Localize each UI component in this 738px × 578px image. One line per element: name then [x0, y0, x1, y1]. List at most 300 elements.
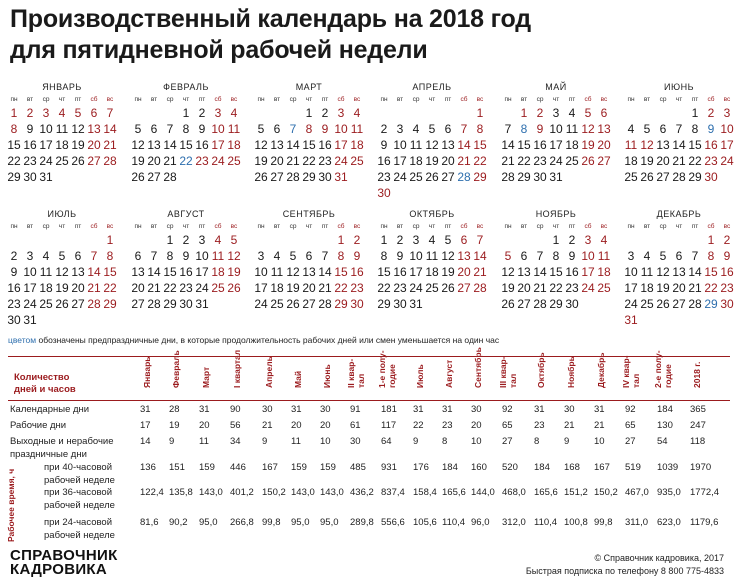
- weekday-label: вс: [230, 223, 238, 230]
- day-cell: 24: [409, 281, 423, 295]
- day-cell: 10: [409, 249, 423, 263]
- day-cell: 1: [337, 233, 345, 247]
- day-cell: 20: [71, 281, 85, 295]
- weekday-label: пт: [198, 223, 206, 230]
- month-7: [6, 207, 118, 328]
- day-cell: 7: [675, 122, 683, 136]
- weekday-label: ср: [166, 223, 174, 230]
- table-cell: 266,8: [230, 517, 254, 528]
- day-cell: 5: [444, 233, 452, 247]
- table-cell: 64: [381, 436, 392, 447]
- weekday-label: пт: [444, 223, 452, 230]
- table-cell: 117: [381, 420, 397, 431]
- month-2: [130, 80, 242, 185]
- day-cell: 2: [321, 106, 329, 120]
- day-cell: 23: [720, 281, 734, 295]
- column-header: IV квар- тал: [621, 355, 641, 388]
- day-cell: 22: [704, 281, 718, 295]
- weekday-label: чт: [305, 96, 313, 103]
- day-cell: 7: [289, 122, 297, 136]
- day-cell: 15: [377, 265, 391, 279]
- table-cell: 20: [291, 420, 302, 431]
- table-cell: 20: [320, 420, 331, 431]
- day-cell: 9: [568, 249, 576, 263]
- day-cell: 14: [457, 138, 471, 152]
- day-cell: 28: [672, 170, 686, 184]
- day-cell: 26: [55, 297, 69, 311]
- day-cell: 8: [380, 249, 388, 263]
- day-cell: 19: [227, 265, 241, 279]
- table-cell: 21: [564, 420, 575, 431]
- weekday-label: ср: [536, 223, 544, 230]
- day-cell: 6: [90, 106, 98, 120]
- day-cell: 15: [302, 138, 316, 152]
- table-cell: 247: [690, 420, 706, 431]
- table-cell: 8: [534, 436, 540, 447]
- table-cell: 95,0: [199, 517, 218, 528]
- weekday-label: ср: [42, 96, 50, 103]
- day-cell: 16: [318, 138, 332, 152]
- empty-cell: [301, 232, 317, 248]
- weekday-label: пн: [134, 223, 142, 230]
- title-line-1: Производственный календарь на 2018 год: [10, 5, 531, 33]
- day-cell: 23: [393, 281, 407, 295]
- table-cell: 9: [262, 436, 268, 447]
- table-cell: 311,0: [625, 517, 649, 528]
- day-cell: 29: [473, 170, 487, 184]
- weekday-label: пт: [691, 96, 699, 103]
- table-cell: 61: [350, 420, 361, 431]
- table-cell: 31: [291, 404, 302, 415]
- day-cell: 7: [321, 249, 329, 263]
- weekday-label: чт: [428, 223, 436, 230]
- day-cell: 7: [691, 249, 699, 263]
- empty-cell: [671, 232, 687, 248]
- day-cell: 12: [441, 249, 455, 263]
- day-cell: 15: [179, 138, 193, 152]
- weekday-label: чт: [552, 223, 560, 230]
- day-cell: 12: [640, 138, 654, 152]
- day-cell: 9: [198, 122, 206, 136]
- weekday-label: ср: [412, 96, 420, 103]
- day-cell: 22: [334, 281, 348, 295]
- empty-cell: [70, 232, 86, 248]
- table-cell: 160: [471, 462, 487, 473]
- table-cell: 20: [199, 420, 210, 431]
- weekday-label: вс: [600, 223, 608, 230]
- day-cell: 15: [473, 138, 487, 152]
- table-cell: 365: [690, 404, 706, 415]
- weekday-label: чт: [675, 223, 683, 230]
- day-cell: 12: [55, 265, 69, 279]
- day-cell: 25: [597, 281, 611, 295]
- day-cell: 5: [643, 122, 651, 136]
- table-cell: 446: [230, 462, 246, 473]
- empty-cell: [146, 105, 162, 121]
- day-cell: 4: [643, 249, 651, 263]
- table-cell: 31: [442, 404, 453, 415]
- table-cell: 143,0: [291, 487, 315, 498]
- table-header-label: [14, 372, 76, 396]
- month-days: [376, 221, 488, 312]
- day-cell: 26: [227, 281, 241, 295]
- weekday-label: ср: [166, 96, 174, 103]
- column-header: 1-е полу- годие: [377, 350, 397, 388]
- day-cell: 1: [182, 106, 190, 120]
- day-cell: 12: [501, 265, 515, 279]
- weekday-label: ср: [659, 223, 667, 230]
- day-cell: 14: [87, 265, 101, 279]
- day-cell: 12: [581, 122, 595, 136]
- day-cell: 26: [656, 297, 670, 311]
- day-cell: 20: [131, 281, 145, 295]
- table-cell: 168: [564, 462, 580, 473]
- day-cell: 31: [39, 170, 53, 184]
- day-cell: 7: [90, 249, 98, 263]
- weekday-label: сб: [90, 223, 98, 230]
- row-label: при 36-часовой рабочей неделе: [44, 487, 115, 511]
- day-cell: 4: [568, 106, 576, 120]
- day-cell: 29: [334, 297, 348, 311]
- day-cell: 24: [720, 154, 734, 168]
- table-cell: 65: [502, 420, 513, 431]
- weekday-label: сб: [214, 96, 222, 103]
- empty-cell: [623, 232, 639, 248]
- table-cell: 556,6: [381, 517, 405, 528]
- day-cell: 26: [286, 297, 300, 311]
- row-label: Календарные дни: [10, 404, 90, 415]
- day-cell: 8: [10, 122, 18, 136]
- month-days: [253, 221, 365, 312]
- day-cell: 17: [39, 138, 53, 152]
- table-cell: 23: [442, 420, 453, 431]
- column-header: III квар- тал: [498, 356, 518, 388]
- day-cell: 28: [163, 170, 177, 184]
- table-cell: 110,4: [442, 517, 466, 528]
- table-cell: 11: [199, 436, 209, 447]
- day-cell: 20: [302, 281, 316, 295]
- day-cell: 24: [549, 154, 563, 168]
- day-cell: 29: [302, 170, 316, 184]
- day-cell: 25: [270, 297, 284, 311]
- table-cell: 105,6: [413, 517, 437, 528]
- table-cell: 312,0: [502, 517, 526, 528]
- table-cell: 167: [262, 462, 278, 473]
- weekday-label: пн: [134, 96, 142, 103]
- day-cell: 10: [195, 249, 209, 263]
- day-cell: 20: [147, 154, 161, 168]
- weekday-label: ср: [659, 96, 667, 103]
- day-cell: 1: [166, 233, 174, 247]
- column-header: I квартал: [232, 349, 242, 388]
- weekday-label: сб: [460, 96, 468, 103]
- day-cell: 9: [723, 249, 731, 263]
- day-cell: 26: [441, 281, 455, 295]
- day-cell: 19: [55, 281, 69, 295]
- empty-cell: [269, 232, 285, 248]
- day-cell: 11: [640, 265, 654, 279]
- table-cell: 8: [442, 436, 448, 447]
- table-cell: 27: [625, 436, 636, 447]
- month-days: [6, 94, 118, 185]
- day-cell: 4: [230, 106, 238, 120]
- day-cell: 5: [74, 106, 82, 120]
- day-cell: 29: [688, 170, 702, 184]
- day-cell: 17: [581, 265, 595, 279]
- day-cell: 24: [195, 281, 209, 295]
- table-cell: 30: [320, 404, 331, 415]
- day-cell: 23: [350, 281, 364, 295]
- weekday-label: сб: [337, 96, 345, 103]
- weekday-label: чт: [58, 223, 66, 230]
- day-cell: 27: [270, 170, 284, 184]
- weekday-label: ср: [289, 96, 297, 103]
- day-cell: 6: [460, 233, 468, 247]
- empty-cell: [285, 105, 301, 121]
- day-cell: 10: [549, 122, 563, 136]
- side-label: Рабочее время, ч: [6, 468, 16, 542]
- day-cell: 28: [533, 297, 547, 311]
- table-cell: 90: [230, 404, 241, 415]
- weekday-label: пн: [627, 223, 635, 230]
- day-cell: 6: [659, 122, 667, 136]
- column-header: II квар- тал: [346, 358, 366, 388]
- day-cell: 13: [302, 265, 316, 279]
- weekday-label: чт: [305, 223, 313, 230]
- month-9: [253, 207, 365, 312]
- empty-cell: [655, 232, 671, 248]
- day-cell: 1: [305, 106, 313, 120]
- table-cell: 159: [199, 462, 215, 473]
- month-5: [500, 80, 612, 185]
- day-cell: 22: [377, 281, 391, 295]
- day-cell: 3: [584, 233, 592, 247]
- day-cell: 13: [131, 265, 145, 279]
- day-cell: 21: [501, 154, 515, 168]
- day-cell: 7: [504, 122, 512, 136]
- table-cell: 54: [657, 436, 668, 447]
- weekday-label: вс: [476, 223, 484, 230]
- column-header: 2-е полу- годие: [653, 350, 673, 388]
- month-days: [130, 94, 242, 185]
- weekday-label: вс: [723, 96, 731, 103]
- day-cell: 21: [688, 281, 702, 295]
- empty-cell: [655, 105, 671, 121]
- table-cell: 144,0: [471, 487, 495, 498]
- table-cell: 92: [502, 404, 513, 415]
- weekday-label: пт: [198, 96, 206, 103]
- day-cell: 13: [656, 138, 670, 152]
- table-cell: 10: [594, 436, 605, 447]
- day-cell: 12: [286, 265, 300, 279]
- day-cell: 13: [87, 122, 101, 136]
- empty-cell: [6, 232, 22, 248]
- table-cell: 81,6: [140, 517, 159, 528]
- day-cell: 18: [55, 138, 69, 152]
- weekday-label: вт: [273, 223, 281, 230]
- weekday-label: пн: [380, 96, 388, 103]
- day-cell: 6: [273, 122, 281, 136]
- day-cell: 12: [656, 265, 670, 279]
- day-cell: 15: [163, 265, 177, 279]
- table-cell: 176: [413, 462, 429, 473]
- day-cell: 15: [704, 265, 718, 279]
- day-cell: 27: [517, 297, 531, 311]
- column-header: Октябрь: [536, 352, 546, 388]
- day-cell: 6: [150, 122, 158, 136]
- table-cell: 21: [262, 420, 273, 431]
- empty-cell: [317, 232, 333, 248]
- weekday-label: сб: [707, 223, 715, 230]
- day-cell: 6: [305, 249, 313, 263]
- month-11: [500, 207, 612, 312]
- column-header: Июль: [415, 364, 425, 388]
- day-cell: 30: [704, 170, 718, 184]
- day-cell: 23: [318, 154, 332, 168]
- day-cell: 29: [377, 297, 391, 311]
- table-cell: 468,0: [502, 487, 526, 498]
- day-cell: 9: [380, 138, 388, 152]
- day-cell: 23: [704, 154, 718, 168]
- day-cell: 23: [7, 297, 21, 311]
- day-cell: 16: [720, 265, 734, 279]
- table-cell: 10: [471, 436, 482, 447]
- empty-cell: [130, 105, 146, 121]
- day-cell: 6: [675, 249, 683, 263]
- table-cell: 92: [625, 404, 636, 415]
- day-cell: 19: [425, 154, 439, 168]
- table-cell: 30: [350, 436, 361, 447]
- table-cell: 23: [534, 420, 545, 431]
- day-cell: 3: [26, 249, 34, 263]
- day-cell: 10: [254, 265, 268, 279]
- table-cell: 31: [594, 404, 605, 415]
- table-cell: 150,2: [262, 487, 286, 498]
- day-cell: 7: [536, 249, 544, 263]
- empty-cell: [146, 232, 162, 248]
- month-name: ЯНВАРЬ: [42, 82, 82, 92]
- day-cell: 2: [536, 106, 544, 120]
- day-cell: 14: [318, 265, 332, 279]
- day-cell: 5: [257, 122, 265, 136]
- day-cell: 1: [707, 233, 715, 247]
- day-cell: 2: [26, 106, 34, 120]
- day-cell: 23: [565, 281, 579, 295]
- copyright: © Справочник кадровика, 2017: [594, 553, 724, 563]
- weekday-label: вт: [643, 223, 651, 230]
- day-cell: 11: [350, 122, 364, 136]
- day-cell: 5: [504, 249, 512, 263]
- table-cell: 158,4: [413, 487, 437, 498]
- day-cell: 16: [7, 281, 21, 295]
- day-cell: 17: [549, 138, 563, 152]
- table-cell: 165,6: [442, 487, 466, 498]
- table-cell: 931: [381, 462, 397, 473]
- day-cell: 11: [39, 265, 53, 279]
- weekday-label: чт: [182, 223, 190, 230]
- day-cell: 8: [707, 249, 715, 263]
- table-cell: 30: [262, 404, 273, 415]
- subscribe-line: Быстрая подписка по телефону 8 800 775-4833: [525, 566, 724, 576]
- day-cell: 12: [254, 138, 268, 152]
- day-cell: 3: [198, 233, 206, 247]
- table-cell: 401,2: [230, 487, 254, 498]
- empty-cell: [532, 232, 548, 248]
- day-cell: 20: [597, 138, 611, 152]
- empty-cell: [671, 105, 687, 121]
- weekday-label: сб: [707, 96, 715, 103]
- weekday-label: вс: [723, 223, 731, 230]
- day-cell: 2: [707, 106, 715, 120]
- month-days: [130, 221, 242, 312]
- weekday-label: пн: [504, 223, 512, 230]
- weekday-label: пт: [74, 96, 82, 103]
- day-cell: 21: [457, 154, 471, 168]
- day-cell: 11: [624, 138, 638, 152]
- day-cell: 30: [318, 170, 332, 184]
- day-cell: 18: [425, 265, 439, 279]
- day-cell: 4: [627, 122, 635, 136]
- day-cell: 31: [334, 170, 348, 184]
- row-label: Рабочие дни: [10, 420, 67, 431]
- day-cell: 14: [473, 249, 487, 263]
- day-cell: 13: [71, 265, 85, 279]
- day-cell: 17: [195, 265, 209, 279]
- table-cell: 9: [564, 436, 570, 447]
- day-cell: 18: [350, 138, 364, 152]
- day-cell: 20: [441, 154, 455, 168]
- month-days: [500, 221, 612, 312]
- table-cell: 1039: [657, 462, 679, 473]
- day-cell: 23: [195, 154, 209, 168]
- weekday-label: вс: [230, 96, 238, 103]
- day-cell: 18: [270, 281, 284, 295]
- day-cell: 24: [624, 297, 638, 311]
- weekday-label: вс: [600, 96, 608, 103]
- day-cell: 19: [656, 281, 670, 295]
- day-cell: 13: [147, 138, 161, 152]
- day-cell: 2: [380, 122, 388, 136]
- day-cell: 16: [565, 265, 579, 279]
- weekday-label: вт: [396, 96, 404, 103]
- table-cell: 519: [625, 462, 641, 473]
- table-cell: 20: [471, 420, 482, 431]
- day-cell: 27: [147, 170, 161, 184]
- day-cell: 2: [396, 233, 404, 247]
- table-cell: 184: [442, 462, 458, 473]
- empty-cell: [285, 232, 301, 248]
- day-cell: 24: [211, 154, 225, 168]
- day-cell: 17: [409, 265, 423, 279]
- empty-cell: [86, 232, 102, 248]
- day-cell: 31: [409, 297, 423, 311]
- month-10: [376, 207, 488, 312]
- day-cell: 25: [350, 154, 364, 168]
- day-cell: 4: [214, 233, 222, 247]
- day-cell: 17: [211, 138, 225, 152]
- day-cell: 28: [501, 170, 515, 184]
- day-cell: 20: [656, 154, 670, 168]
- weekday-label: сб: [337, 223, 345, 230]
- table-cell: 184: [534, 462, 550, 473]
- table-cell: 17: [140, 420, 151, 431]
- day-cell: 25: [409, 170, 423, 184]
- day-cell: 18: [227, 138, 241, 152]
- day-cell: 18: [409, 154, 423, 168]
- day-cell: 10: [581, 249, 595, 263]
- column-header: Декабрь: [596, 352, 606, 388]
- day-cell: 28: [318, 297, 332, 311]
